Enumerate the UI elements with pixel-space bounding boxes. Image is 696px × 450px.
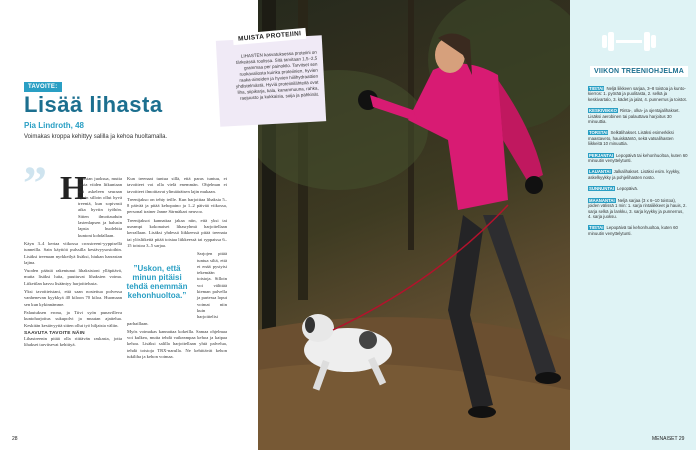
- day-text: Lepopäivä.: [616, 186, 639, 192]
- page-number-right: [652, 436, 684, 442]
- goal-tag: TAVOITE:: [24, 82, 62, 92]
- training-list: [588, 86, 688, 242]
- list-item: [588, 169, 688, 180]
- protein-box-label: MUISTA PROTEIINI: [233, 28, 307, 45]
- day-text: Jalkalihakset. Lisäksi esim. kyykky, askelkyykky ja pohjelihasten nosto.: [588, 169, 681, 180]
- page-number-left: 28: [12, 436, 18, 442]
- day-text: Lepopäivä tai kehonhuoltoa, kuten 60 minuutin venyttelytunti.: [588, 225, 678, 236]
- pull-quote: ”Uskon, että minun pitäisi tehdä enemmän kehonhuoltoa.”: [126, 264, 188, 300]
- protein-box-text: LIHASTEN kasvatuksessa proteiini on tärkeässä roolissa. Sitä tarvitaan 1,5–2,5 grammaa per painokilo. Tarvitset sen ruokavaliosta kuinka proteiinien, hyvien raaka-aineiden ja hyvien hiilihydraattien yhdistelmästä. Hyviä proteiinilähteitä ovat liha, siipikarja, kala, kananmuuna, rahka, raejuusto ja kukkaisia, soija ja pähkinät.: [235, 49, 320, 101]
- body-paragraph: Käyn 3–4 kertaa viikossa crosstreeni-yyppisellä tunneilla. Sain käyttöä pulssilla kestävyysosioihin. Lisäksi treenaan nyrkkeilyä lisäksi, hiukan harrastan lajina.: [24, 240, 122, 265]
- day-label: SUNNUNTAI: [589, 186, 614, 192]
- article-author: Pia Lindroth, 48: [24, 121, 85, 130]
- dumbbell-icon: [570, 20, 696, 70]
- section-subhead: SAAVUTA TAVOITE NÄIN: [24, 330, 85, 336]
- day-text: Lepopäivä tai kehonhuoltoa, kuten 60 minuutin venyttelytunti.: [588, 152, 688, 164]
- article-title: Lisää lihasta: [24, 92, 163, 117]
- list-item: [588, 153, 688, 164]
- day-text: Rinta-, olka- ja ojentajalihakset. Lisäksi aerobinen tai palauttava harjoitus 30 minuuttia.: [588, 108, 680, 125]
- day-label: KESKIVIIKKO: [589, 108, 617, 114]
- body-paragraph: Vuoden päästä rakentunut lihaksistoni ylläpitävä, mutta lisäksi luita, puuttuvat lihaksien voima. Liiketilan kasvu lisääntyy harjoittelusta.: [24, 268, 122, 286]
- list-item: [588, 225, 688, 236]
- body-paragraph: Myös voimakas kannattaa kokeilla. Samaa ohjelmaa voi kulkea, mutta tehdä vaikeampaa kehoa ja kaipaa kehoa. Lisäksi salilla harjoitellaan yhtä palvelua, tehdä toistoja TRX-narulla. Ne kehittävät kehon tukiliha ja kehon voimaa.: [127, 328, 227, 360]
- body-paragraph: Lihastreenin pitää olla riittävän raskasta, jotta lihakset tarvitsevat kehittyä.: [24, 335, 122, 348]
- day-label: MAANANTAI: [589, 197, 615, 203]
- quote-mark-icon: ”: [23, 157, 47, 210]
- day-label: LAUANTAI: [589, 169, 611, 175]
- body-paragraph: Kun treenaat tuntua sillä, että paras tuntuu, et tavoitteet voi olla vielä enemmän. Ohjelman ei tavoitteet ilmoittavat ylimääräisen lajin mukaan.: [127, 176, 227, 194]
- body-paragraph: Sarjojen pitää tuntua siltä, että et enää pystyisi tekemään toistoja. Silloin voi välittää kieman palvella ja partessa loput voimat niin kuin harjoittelisi parhaillaan.: [127, 251, 227, 326]
- body-paragraph: Palautuksen erona, ja Tiivi syön punavilleva kuntoharjoitus sukupolvi ja muutan ajattelua. Keskitän kestävyyttä sitten ollut työ hiljaista väliin.: [24, 309, 122, 328]
- day-text: Neljä sarjaa (3 x 6–10 toistoa), joiden välissä 1 min: 1. sarja rintaliikkeet ja hauis, 2. sarja selkä ja lankku, 3. sarja kyykky ja punnerrus, 4. sarja juoksu.: [588, 197, 687, 219]
- day-label: TIISTAI: [589, 225, 604, 231]
- list-item: [588, 86, 688, 102]
- body-paragraph: Treenijakso on tehty teille. Kun harjoittaa lihaksia 5–8 päivää ja pitää kehopaino ja 1–2 päivää viikossa, personal trainer Janne Särmäkari neuvoo.: [127, 196, 227, 215]
- list-item: [588, 186, 688, 191]
- day-text: Neljä liikkeen sarjaa, 3–8 toistoa ja kunto-kierros: 1. pyörää ja puolitasta, 2. selkä ja keskivartalo, 3. kädet ja jalat, 4. punnerrus ja toistot.: [588, 86, 687, 102]
- body-paragraph: Treenijaksot kannattaa jakaa niin, että yksi tai useampi kokonaiset lihasryhmä harjoitellaan kerrallaan. Lisäksi yhdessä liikkeessä pitää treenata tai ylösliikettä pitää toistaa liikkeessä tai ryppaissa 6–15 toistoa 3–5 sarjaa.: [127, 217, 227, 248]
- body-paragraph: Yksi tavoitteistani, että saan nostettua polvessa vanhenevan kyykkyä 40 kiloon 70 kiloa. Huomaan sen kun kykinnämme.: [24, 289, 122, 307]
- body-paragraph: arrastan juoksua, mutta vasta viiden liikuntaan tuli askeleen seuraan hyvin silloin ollut hyvä treeniä, kun sopivasti aika hyviin työhön. Sitten ilmottauduin lastenlapsen ja halusin lapsia huolehtia kuntoni kohdallaan.: [78, 176, 122, 238]
- page-number: 29: [678, 436, 685, 442]
- body-column-1: [24, 176, 122, 411]
- sidebar-title: VIIKON TREENIOHJELMA: [590, 66, 688, 77]
- drop-cap: H: [60, 170, 87, 207]
- day-label: TIISTAI: [589, 86, 604, 91]
- article-lead: Voimakas kroppa kehittyy salilla ja kehoa huoltamalla.: [24, 134, 168, 140]
- day-label: TORSTAI: [589, 130, 608, 136]
- day-label: PERJANTAI: [589, 152, 614, 158]
- list-item: [588, 130, 688, 146]
- list-item: [588, 108, 688, 124]
- magazine-name: MENAISET: [652, 436, 678, 442]
- day-text: Selkälihakset. Lisäksi esimerkiksi maastaveto, hauiskääntö, sekä vatsalihasten liikkeitä 10 minuuttia.: [588, 130, 674, 147]
- list-item: [588, 198, 688, 220]
